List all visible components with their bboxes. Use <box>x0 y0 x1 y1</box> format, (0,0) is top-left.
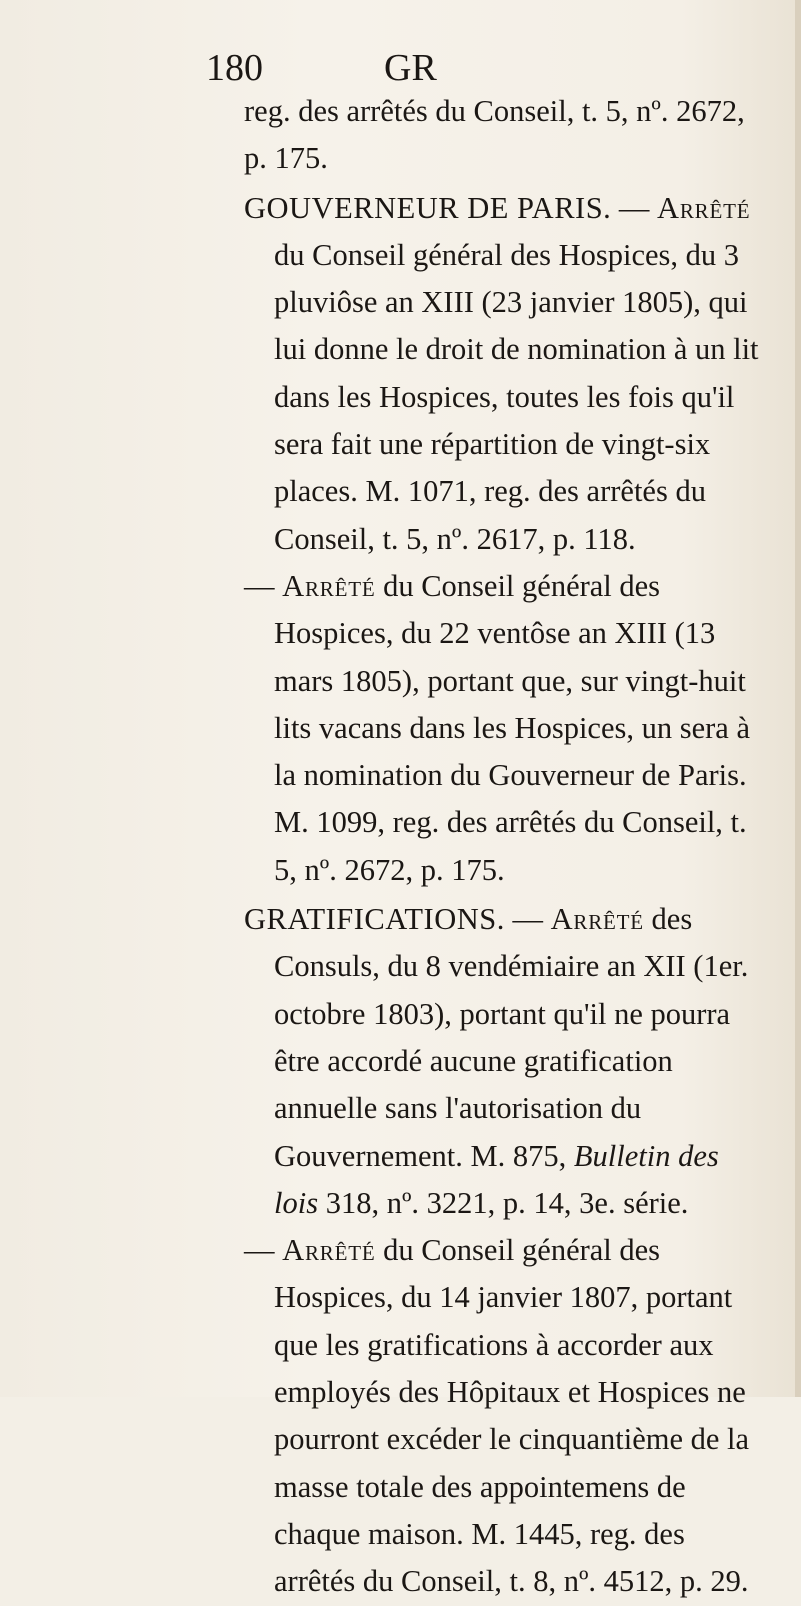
running-head: GR <box>384 47 437 89</box>
entry-label: Arrêté <box>657 190 751 225</box>
entry-gouverneur <box>244 185 764 563</box>
entry-label: Arrêté <box>282 568 376 603</box>
entry-dash: — <box>244 1233 275 1268</box>
entry-body-after: 318, nº. 3221, p. 14, 3e. série. <box>325 1185 689 1220</box>
entry-italic-title: Bulletin des lois <box>274 1138 719 1220</box>
text-body <box>244 88 764 1606</box>
entry-body: du Conseil général des Hospices, du 3 pluviôse an XIII (23 janvier 1805), qui lui donne le droit de nomination à un lit dans les Hospices, toutes les fois qu'il sera fait une répartition de vingt-six places. M. 1071, reg. des arrêtés du Conseil, t. 5, nº. 2617, p. 118. <box>274 237 759 556</box>
entry-dash: — <box>244 568 275 603</box>
entry-gratifications <box>244 896 764 1227</box>
entry-body: des Consuls, du 8 vendémiaire an XII (1er. octobre 1803), portant qu'il ne pourra être accordé aucune gratification annuelle sans l'autorisation du Gouvernement. M. 875, <box>274 902 749 1173</box>
entry-label: Arrêté <box>550 902 644 937</box>
entry-arrete-janvier <box>244 1227 764 1605</box>
continuation-text: reg. des arrêtés du Conseil, t. 5, nº. 2672, p. 175. <box>244 94 745 176</box>
continuation-paragraph <box>244 88 764 183</box>
entry-dash: — <box>512 902 543 937</box>
entry-heading: GRATIFICATIONS. <box>244 902 505 937</box>
entry-arrete-ventose <box>244 563 764 894</box>
entry-label: Arrêté <box>282 1233 376 1268</box>
entry-body: du Conseil général des Hospices, du 14 janvier 1807, portant que les gratifications à accorder aux employés des Hôpitaux et Hospices ne pourront excéder le cinquantième de la masse totale des appointemens de chaque maison. M. 1445, reg. des arrêtés du Conseil, t. 8, nº. 4512, p. 29. <box>274 1233 750 1599</box>
page-edge <box>795 0 801 1397</box>
entry-dash: — <box>618 190 650 225</box>
entry-heading: GOUVERNEUR DE PARIS. <box>244 190 612 225</box>
page-number: 180 <box>206 47 263 89</box>
entry-body: du Conseil général des Hospices, du 22 ventôse an XIII (13 mars 1805), portant que, sur vingt-huit lits vacans dans les Hospices, un sera à la nomination du Gouverneur de Paris. M. 1099, reg. des arrêtés du Conseil, t. 5, nº. 2672, p. 175. <box>274 568 751 887</box>
